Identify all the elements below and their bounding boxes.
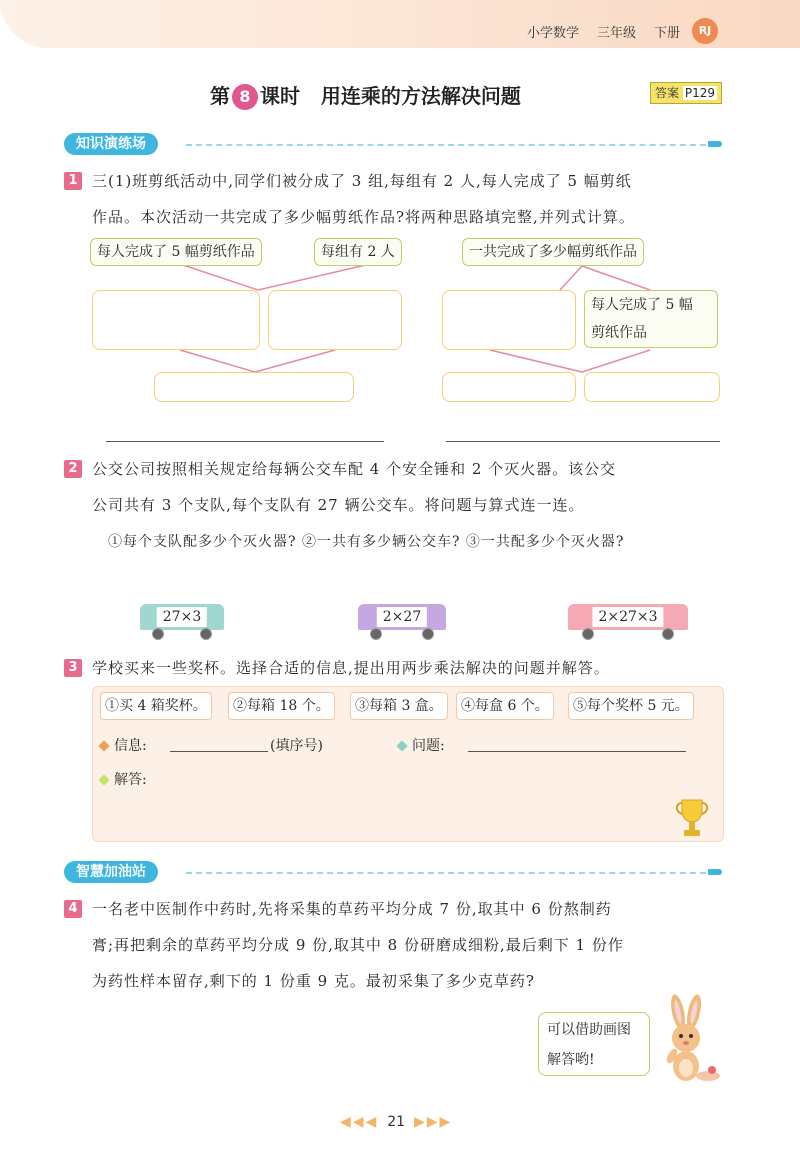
answer-box-right-1[interactable]	[442, 290, 576, 350]
right-box-line1: 每人完成了 5 幅	[591, 297, 693, 313]
wheel-icon	[370, 628, 382, 640]
q4-line1: 一名老中医制作中药时,先将采集的草药平均分成 7 份,取其中 6 份熬制药	[92, 900, 612, 918]
volume-label: 下册	[654, 26, 681, 41]
bus-expression-2[interactable]	[358, 604, 446, 638]
section-challenge-header: 智慧加油站	[64, 861, 158, 883]
question-field-label: 问题:	[412, 738, 445, 754]
q2-line1: 公交公司按照相关规定给每辆公交车配 4 个安全锤和 2 个灭火器。该公交	[92, 460, 617, 478]
wheel-icon	[152, 628, 164, 640]
info-box-total-question: 一共完成了多少幅剪纸作品	[462, 238, 644, 266]
info-blank[interactable]	[170, 751, 268, 752]
question-blank[interactable]	[468, 751, 686, 752]
lesson-number-badge: 8	[232, 84, 258, 110]
grade-label: 三年级	[597, 26, 637, 41]
answer-box-left-1[interactable]	[92, 290, 260, 350]
wheel-icon	[582, 628, 594, 640]
next-arrows-icon: ▶▶▶	[413, 1114, 453, 1130]
wheel-icon	[662, 628, 674, 640]
hint-speech-bubble	[538, 1012, 650, 1076]
info-box-per-person-5: 每人完成了 5 幅剪纸作品	[90, 238, 262, 266]
subject-label: 小学数学	[527, 26, 580, 41]
info-chip-4[interactable]: ④每盒 6 个。	[456, 692, 554, 720]
bus-expression-3[interactable]	[568, 604, 688, 638]
rabbit-mascot-icon	[648, 990, 724, 1086]
answer-field-label: 解答:	[114, 772, 147, 788]
equation-line-left[interactable]	[106, 441, 384, 442]
q1-line2: 作品。本次活动一共完成了多少幅剪纸作品?将两种思路填完整,并列式计算。	[92, 208, 635, 226]
bus-label-3: 2×27×3	[592, 607, 663, 627]
wheel-icon	[422, 628, 434, 640]
wheel-icon	[200, 628, 212, 640]
bus-expression-1[interactable]	[140, 604, 224, 638]
q3-text: 学校买来一些奖杯。选择合适的信息,提出用两步乘法解决的问题并解答。	[92, 659, 610, 677]
info-chip-1[interactable]: ①买 4 箱奖杯。	[100, 692, 212, 720]
page-number: 21	[387, 1114, 406, 1130]
trophy-icon	[672, 796, 712, 840]
title-suffix: 课时	[260, 84, 300, 108]
q2-question-options: ①每个支队配多少个灭火器? ②一共有多少辆公交车? ③一共配多少个灭火器?	[108, 534, 625, 550]
page-number-footer	[340, 1114, 452, 1130]
answer-box-right-3[interactable]	[584, 372, 720, 402]
q4-line3: 为药性样本留存,剩下的 1 份重 9 克。最初采集了多少克草药?	[92, 972, 535, 990]
bus-label-1: 27×3	[157, 607, 207, 627]
question-number-1: 1	[64, 172, 82, 190]
fill-hint: (填序号)	[270, 738, 323, 754]
info-box-per-group-2: 每组有 2 人	[314, 238, 402, 266]
info-box-per-person-5-right	[584, 290, 718, 348]
pencil-icon	[708, 869, 722, 875]
section-divider	[186, 872, 706, 874]
title-prefix: 第	[210, 84, 230, 108]
bus-label-2: 2×27	[377, 607, 427, 627]
right-box-line2: 剪纸作品	[591, 325, 647, 341]
q1-line1: 三(1)班剪纸活动中,同学们被分成了 3 组,每组有 2 人,每人完成了 5 幅剪纸	[92, 172, 632, 190]
q4-line2: 膏;再把剩余的草药平均分成 9 份,取其中 8 份研磨成细粉,最后剩下 1 份作	[92, 936, 624, 954]
answer-box-left-result[interactable]	[154, 372, 354, 402]
answer-box-right-2[interactable]	[442, 372, 576, 402]
hint-line2: 解答哟!	[547, 1052, 595, 1068]
equation-line-right[interactable]	[446, 441, 720, 442]
info-chip-5[interactable]: ⑤每个奖杯 5 元。	[568, 692, 694, 720]
info-chip-2[interactable]: ②每箱 18 个。	[228, 692, 335, 720]
edition-badge: RJ	[692, 18, 718, 44]
q2-line2: 公司共有 3 个支队,每个支队有 27 辆公交车。将问题与算式连一连。	[92, 496, 585, 514]
question-number-4: 4	[64, 900, 82, 918]
question-number-3: 3	[64, 659, 82, 677]
prev-arrows-icon: ◀◀◀	[340, 1114, 379, 1130]
answer-label: 答案	[655, 86, 680, 100]
answer-page: P129	[684, 86, 715, 100]
hint-line1: 可以借助画图	[547, 1022, 631, 1038]
answer-box-left-2[interactable]	[268, 290, 402, 350]
section-practice-header: 知识演练场	[64, 133, 158, 155]
title-topic: 用连乘的方法解决问题	[320, 84, 521, 108]
question-number-2: 2	[64, 460, 82, 478]
info-chip-3[interactable]: ③每箱 3 盒。	[350, 692, 448, 720]
info-field-label: 信息:	[114, 738, 147, 754]
